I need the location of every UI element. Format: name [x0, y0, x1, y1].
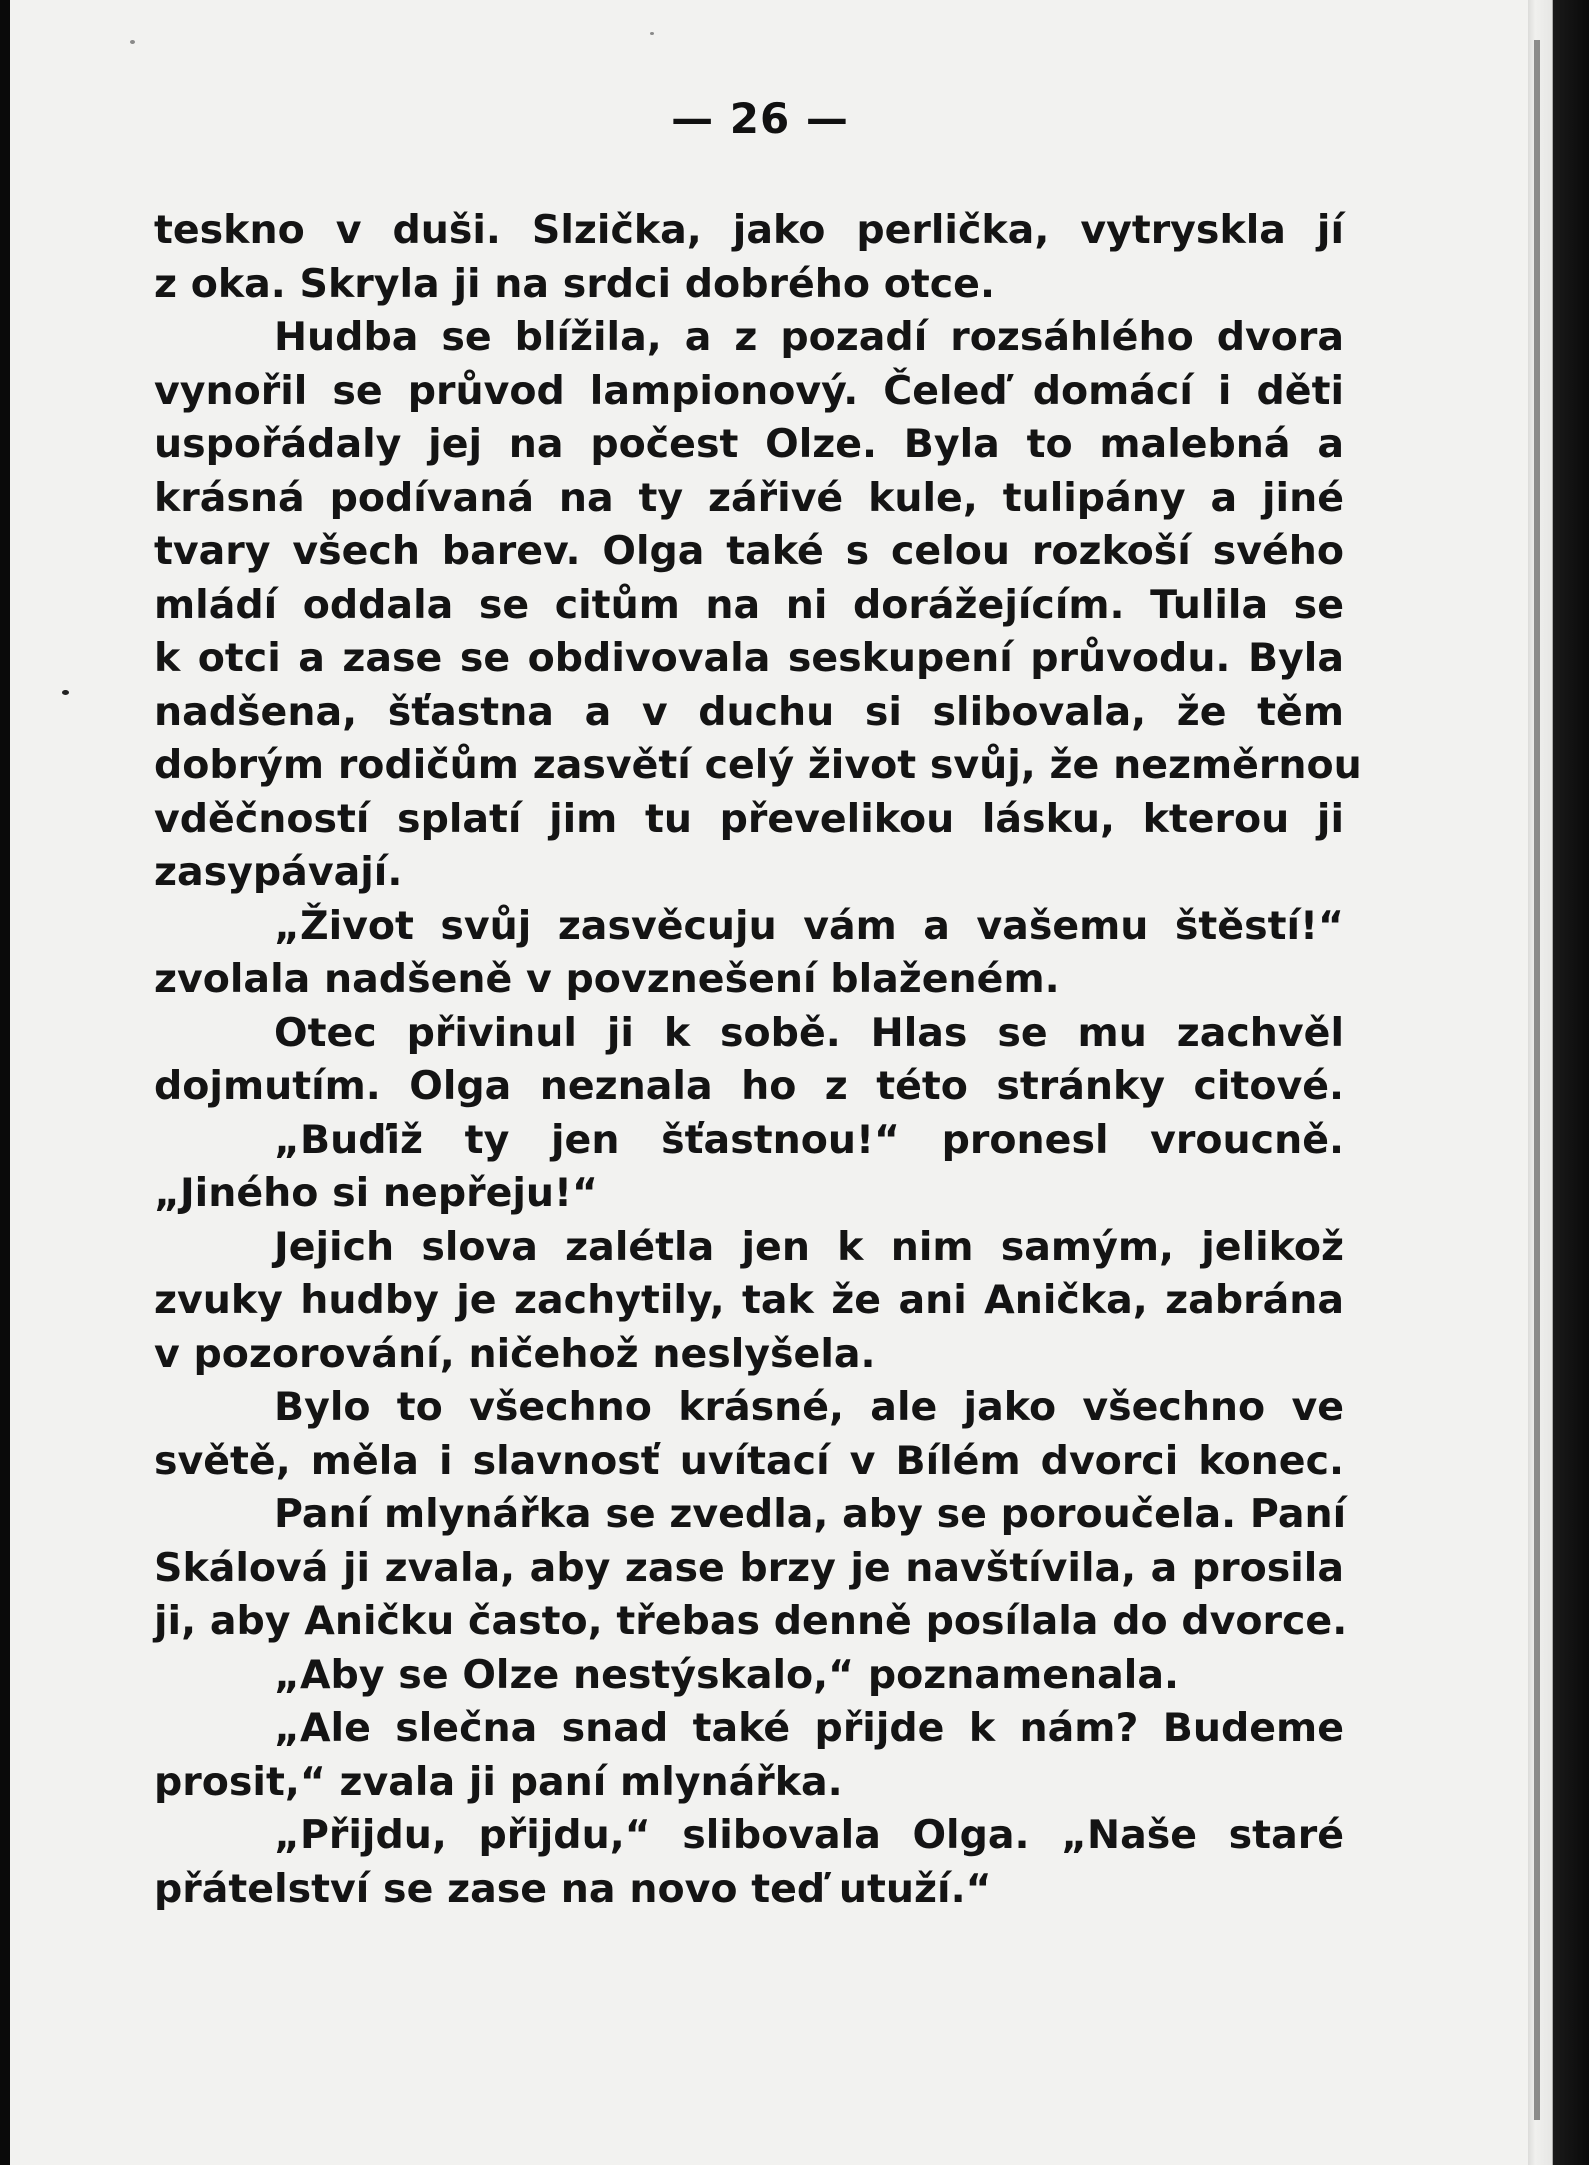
- text-line: „Jiného si nepřeju!“: [154, 1170, 599, 1216]
- text-line: teskno v duši. Slzička, jako perlička, vytryskla jí: [154, 207, 1344, 253]
- text-line: mládí oddala se citům na ni dorážejícím. Tulila se: [154, 581, 1344, 628]
- text-line: Hudba se blížila, a z pozadí rozsáhlého dvora: [274, 314, 1344, 360]
- text-line: ji, aby Aničku často, třebas denně posílala do dvorce.: [154, 1598, 1348, 1644]
- text-line: zvolala nadšeně v povznešení blaženém.: [154, 956, 1060, 1002]
- paper-speck: [650, 32, 654, 35]
- page-spine-edge: [1528, 0, 1589, 2165]
- text-line: v pozorování, ničehož neslyšela.: [154, 1330, 876, 1377]
- text-line: zvuky hudby je zachytily, tak že ani Anička, zabrána: [154, 1277, 1344, 1323]
- text-line: Paní mlynářka se zvedla, aby se poroučela. Paní: [274, 1491, 1347, 1537]
- text-line: „Přijdu, přijdu,“ slibovala Olga. „Naše staré: [274, 1812, 1344, 1858]
- text-line: vynořil se průvod lampionový. Čeleď domácí i děti: [154, 367, 1344, 414]
- paper-speck: [130, 40, 135, 44]
- text-line: dojmutím. Olga neznala ho z této stránky citové.: [154, 1063, 1344, 1109]
- text-line: k otci a zase se obdivovala seskupení průvodu. Byla: [154, 635, 1344, 681]
- paper-speck: [62, 690, 69, 695]
- text-line: „Buďiž ty jen šťastnou!“ pronesl vroucně.: [274, 1116, 1344, 1163]
- text-line: tvary všech barev. Olga také s celou rozkoší svého: [154, 528, 1344, 574]
- text-line: „Život svůj zasvěcuju vám a vašemu štěstí!“: [274, 902, 1344, 949]
- text-line: zasypávají.: [154, 849, 403, 895]
- text-line: z oka. Skryla ji na srdci dobrého otce.: [154, 260, 995, 307]
- text-line: dobrým rodičům zasvětí celý život svůj, že nezměrnou: [154, 742, 1362, 788]
- text-line: nadšena, šťastna a v duchu si slibovala, že těm: [154, 688, 1344, 735]
- text-line: prosit,“ zvala ji paní mlynářka.: [154, 1758, 843, 1805]
- book-page: [10, 0, 1530, 2165]
- page-number: — 26 —: [671, 94, 849, 143]
- text-line: Jejich slova zalétla jen k nim samým, jelikož: [274, 1223, 1344, 1270]
- text-line: uspořádaly jej na počest Olze. Byla to malebná a: [154, 421, 1344, 467]
- text-line: krásná podívaná na ty zářivé kule, tulipány a jiné: [154, 474, 1344, 521]
- page-edge-shadow: [1534, 40, 1540, 2120]
- text-line: Otec přivinul ji k sobě. Hlas se mu zachvěl: [274, 1009, 1344, 1056]
- text-line: Bylo to všechno krásné, ale jako všechno ve: [274, 1384, 1344, 1430]
- text-line: „Ale slečna snad také přijde k nám? Budeme: [274, 1705, 1344, 1751]
- text-line: přátelství se zase na novo teď utuží.“: [154, 1865, 992, 1912]
- text-line: Skálová ji zvala, aby zase brzy je navštívila, a prosila: [154, 1544, 1344, 1591]
- text-line: světě, měla i slavnosť uvítací v Bílém dvorci konec.: [154, 1437, 1344, 1484]
- text-line: „Aby se Olze nestýskalo,“ poznamenala.: [274, 1651, 1179, 1698]
- text-line: vděčností splatí jim tu převelikou lásku, kterou ji: [154, 795, 1344, 842]
- body-text: [154, 204, 1362, 1916]
